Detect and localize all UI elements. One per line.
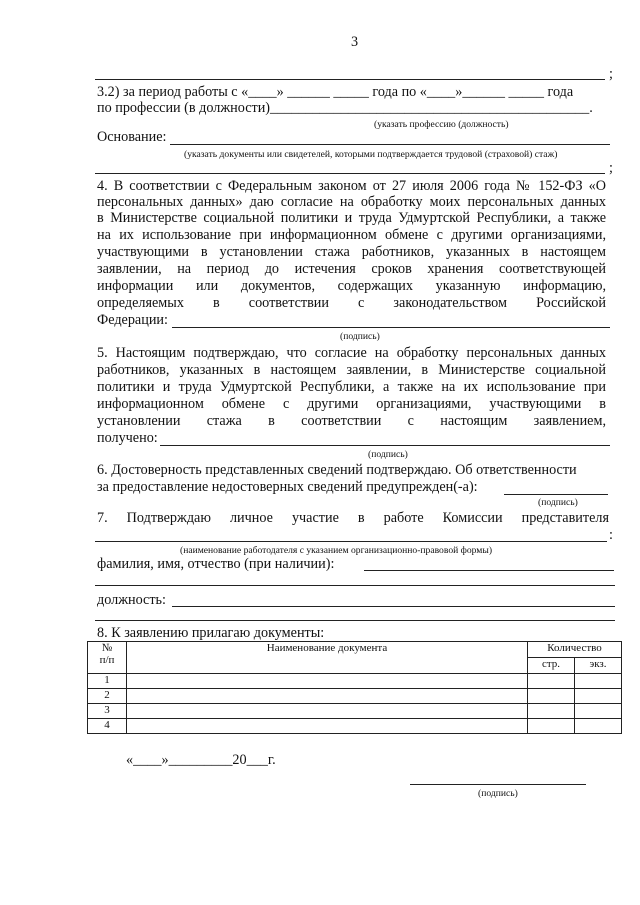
s6-hint: (подпись) (538, 497, 578, 508)
s4-line-5: участвующими в установлении стажа работников, указанных в настоящем (97, 244, 606, 260)
s5-line-1: 5. Настоящим подтверждаю, что согласие на обработку персональных данных (97, 345, 606, 361)
s5-line-3: политики и труда Удмуртской Республики, а также на их использование при (97, 379, 606, 395)
cell-copies (575, 719, 622, 734)
s4-signature-line (172, 327, 610, 328)
header-num: № п/п (88, 642, 127, 674)
hint-profession: (указать профессию (должность) (374, 119, 509, 130)
osnovanie-line (170, 144, 610, 145)
s6-signature-line (504, 494, 608, 495)
s4-line-4: на их использование при информационном обмене с другими организациями, (97, 227, 606, 243)
header-pages: стр. (528, 658, 575, 674)
cell-doc-name (127, 719, 528, 734)
footer-hint: (подпись) (478, 788, 518, 799)
fio-line-2 (95, 585, 615, 586)
s4-last-label: Федерации: (97, 312, 168, 328)
row-num: 1 (88, 674, 127, 689)
s7-hint: (наименование работодателя с указанием организационно-правовой формы) (180, 545, 493, 556)
blank-line-top (95, 79, 605, 80)
s4-line-3: в Министерстве социальной политики и труда Удмуртской Республики, а также (97, 210, 606, 226)
header-copies: экз. (575, 658, 622, 674)
s5-line-2: работников, указанных в настоящем заявлении, в Министерстве социальной (97, 362, 606, 378)
position-line-2 (95, 620, 615, 621)
table-row (88, 704, 622, 719)
page-number: 3 (351, 34, 359, 50)
s5-signature-line (160, 445, 610, 446)
row-num: 2 (88, 689, 127, 704)
cell-pages (528, 689, 575, 704)
s4-hint: (подпись) (340, 331, 380, 342)
semicolon-top: ; (609, 66, 613, 82)
cell-copies (575, 674, 622, 689)
s32-line2: по профессии (в должности)_____________________________________________. (97, 100, 593, 116)
s6-line1: 6. Достоверность представленных сведений подтверждаю. Об ответственности (97, 462, 577, 478)
s32-line1: 3.2) за период работы с «____» ______ _____ года по «____»______ _____ года (97, 84, 574, 100)
semicolon-osnovanie: ; (609, 160, 613, 176)
fio-line (364, 570, 614, 571)
footer-signature-line (410, 784, 586, 785)
s7-employer-line (95, 541, 607, 542)
position-line (172, 606, 615, 607)
s4-line-6: заявлении, на период до истечения сроков хранения соответствующей (97, 261, 606, 277)
row-num: 4 (88, 719, 127, 734)
table-row (88, 689, 622, 704)
table-row (88, 674, 622, 689)
s5-line-4: информационном обмене с другими организациями, участвующими в (97, 396, 606, 412)
s6-line2: за предоставление недостоверных сведений предупрежден(-а): (97, 479, 478, 495)
header-qty: Количество (528, 642, 622, 658)
row-num: 3 (88, 704, 127, 719)
cell-copies (575, 689, 622, 704)
cell-doc-name (127, 704, 528, 719)
s4-line-2: персональных данных» даю согласие на обработку моих персональных данных (97, 194, 606, 210)
cell-copies (575, 704, 622, 719)
s4-line-7: информации или документов, содержащих указанную информацию, (97, 278, 606, 294)
hint-osnovanie: (указать документы или свидетелей, которыми подтверждается трудовой (страховой) стаж) (184, 149, 558, 160)
date-field: «____»_________20___г. (126, 752, 276, 768)
cell-pages (528, 674, 575, 689)
header-doc-name: Наименование документа (127, 642, 528, 674)
s5-line-5: установлении стажа в соответствии с настоящим заявлением, (97, 413, 606, 429)
s4-line-8: определяемых в соответствии с законодательством Российской (97, 295, 606, 311)
s8-title: 8. К заявлению прилагаю документы: (97, 625, 325, 641)
osnovanie-line-2 (95, 173, 605, 174)
cell-doc-name (127, 674, 528, 689)
s7-line1: 7. Подтверждаю личное участие в работе Комиссии представителя (97, 510, 609, 526)
s5-hint: (подпись) (368, 449, 408, 460)
s5-last-label: получено: (97, 430, 158, 446)
s7-colon: : (609, 527, 613, 543)
cell-pages (528, 719, 575, 734)
cell-doc-name (127, 689, 528, 704)
s4-line-1: 4. В соответствии с Федеральным законом от 27 июля 2006 года № 152-ФЗ «О (97, 178, 606, 194)
cell-pages (528, 704, 575, 719)
osnovanie-label: Основание: (97, 129, 167, 145)
documents-table (87, 641, 622, 734)
position-label: должность: (97, 592, 166, 608)
fio-label: фамилия, имя, отчество (при наличии): (97, 556, 335, 572)
table-row (88, 719, 622, 734)
